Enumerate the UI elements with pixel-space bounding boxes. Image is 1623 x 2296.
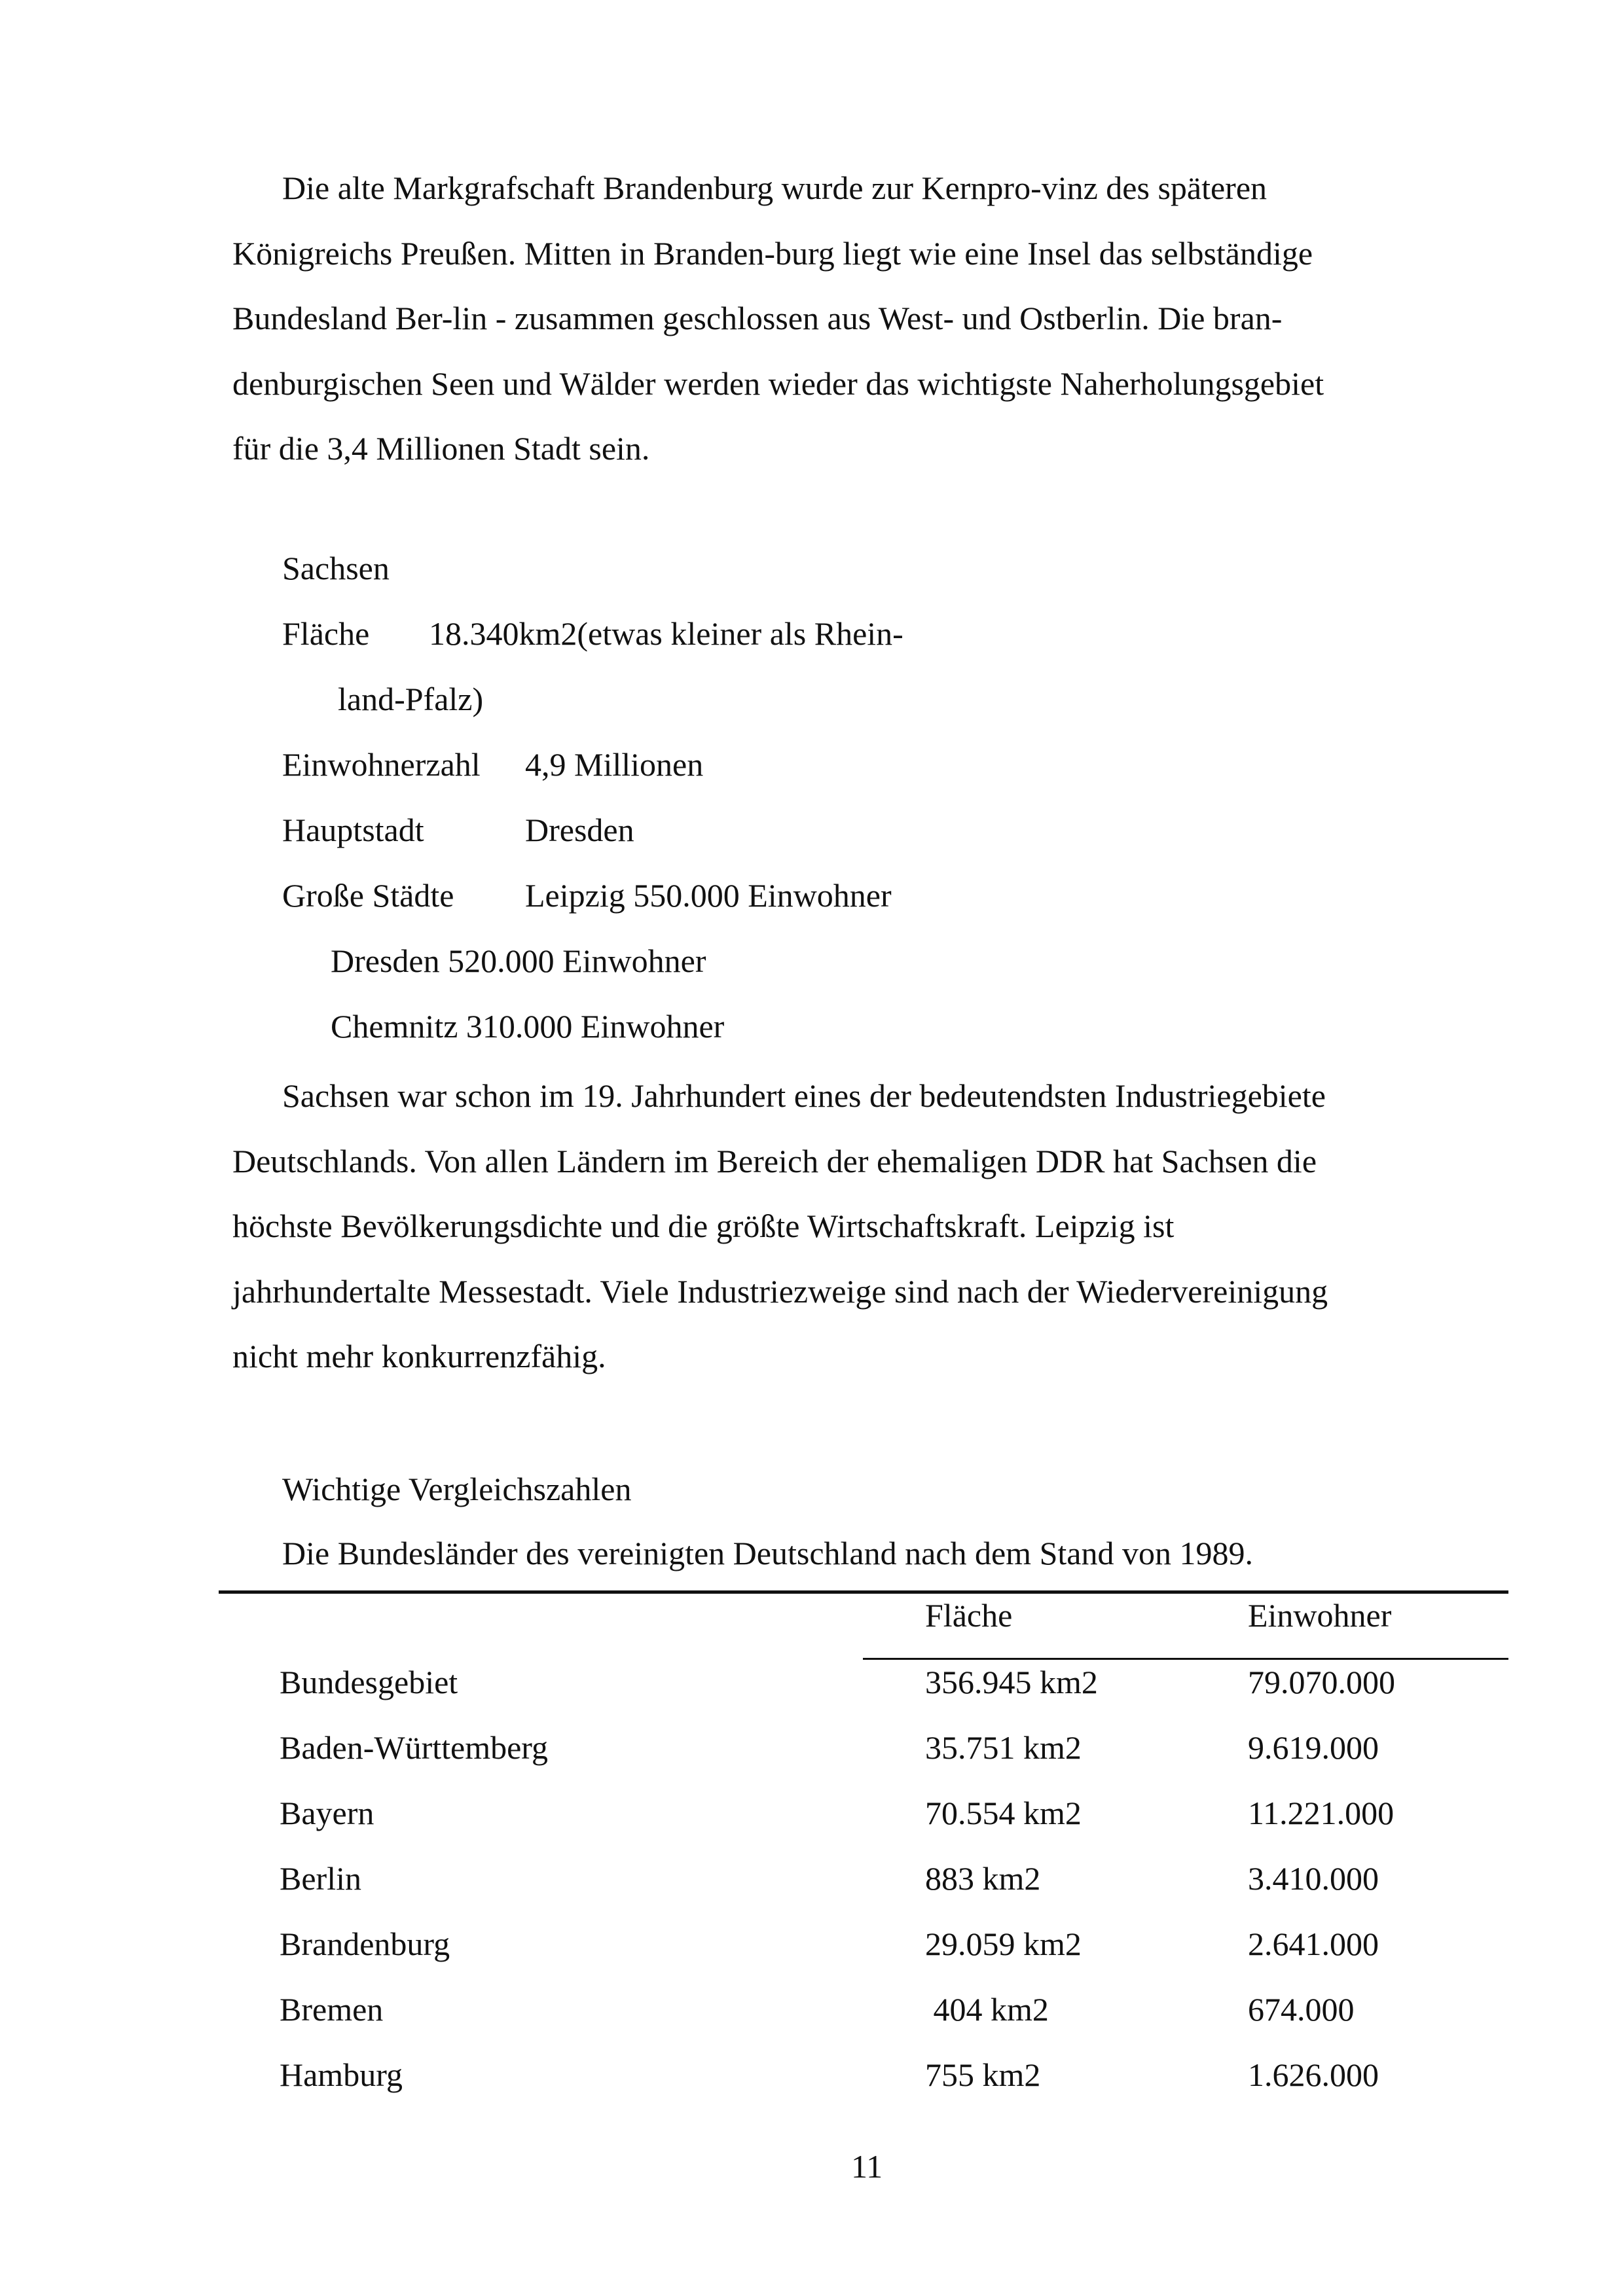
state-population: 79.070.000: [1248, 1664, 1395, 1700]
hauptstadt-value: Dresden: [525, 812, 634, 848]
flaeche-label: Fläche: [282, 615, 370, 652]
table-header-rule: [863, 1658, 1508, 1660]
state-name: Brandenburg: [280, 1926, 450, 1962]
stadt-entry: Leipzig 550.000 Einwohner: [525, 877, 892, 914]
stadt-entry: Dresden 520.000 Einwohner: [331, 942, 706, 979]
hauptstadt-label: Hauptstadt: [282, 812, 424, 848]
sachsen-heading: Sachsen: [282, 550, 390, 586]
state-name: Hamburg: [280, 2056, 403, 2093]
paragraph-line: denburgischen Seen und Wälder werden wieder das wichtigste Naherholungsgebiet: [232, 365, 1324, 402]
paragraph-line: Deutschlands. Von allen Ländern im Bereich der ehemaligen DDR hat Sachsen die: [232, 1142, 1317, 1179]
state-name: Bayern: [280, 1795, 374, 1831]
state-population: 3.410.000: [1248, 1860, 1379, 1897]
einwohner-value: 4,9 Millionen: [525, 746, 704, 783]
state-area: 35.751 km2: [925, 1729, 1082, 1766]
paragraph-line: Bundesland Ber-lin - zusammen geschlossen aus West- und Ostberlin. Die bran-: [232, 300, 1283, 336]
paragraph-line: Königreichs Preußen. Mitten in Branden-burg liegt wie eine Insel das selbständige: [232, 234, 1313, 272]
intro-paragraph: [232, 156, 1516, 482]
table-top-rule: [219, 1590, 1508, 1594]
state-name: Baden-Württemberg: [280, 1729, 549, 1766]
staedte-label: Große Städte: [282, 877, 454, 914]
vergleich-subheading: Die Bundesländer des vereinigten Deutschland nach dem Stand von 1989.: [282, 1535, 1253, 1571]
state-name: Bremen: [280, 1991, 384, 2028]
state-population: 674.000: [1248, 1991, 1355, 2028]
sachsen-paragraph: [232, 1064, 1516, 1390]
paragraph-line: höchste Bevölkerungsdichte und die größte Wirtschaftskraft. Leipzig ist: [232, 1208, 1175, 1244]
state-name: Bundesgebiet: [280, 1664, 458, 1700]
flaeche-continuation: land-Pfalz): [338, 681, 484, 717]
state-area: 755 km2: [925, 2056, 1041, 2093]
state-population: 2.641.000: [1248, 1926, 1379, 1962]
state-population: 1.626.000: [1248, 2056, 1379, 2093]
paragraph-line: jahrhundertalte Messestadt. Viele Industriezweige sind nach der Wiedervereinigung: [232, 1272, 1328, 1310]
flaeche-value: 18.340km2(etwas kleiner als Rhein-: [429, 615, 903, 652]
paragraph-line: für die 3,4 Millionen Stadt sein.: [232, 430, 650, 467]
paragraph-line: Sachsen war schon im 19. Jahrhundert eines der bedeutendsten Industriegebiete: [282, 1077, 1326, 1114]
paragraph-line: nicht mehr konkurrenzfähig.: [232, 1338, 606, 1374]
stadt-entry: Chemnitz 310.000 Einwohner: [331, 1008, 725, 1045]
vergleich-heading: Wichtige Vergleichszahlen: [282, 1471, 632, 1507]
einwohner-label: Einwohnerzahl: [282, 746, 481, 783]
state-population: 9.619.000: [1248, 1729, 1379, 1766]
state-area: 70.554 km2: [925, 1795, 1082, 1831]
state-name: Berlin: [280, 1860, 361, 1897]
header-einwohner: Einwohner: [1248, 1597, 1392, 1634]
page-number: 11: [851, 2148, 883, 2185]
state-area: 29.059 km2: [925, 1926, 1082, 1962]
state-area: 404 km2: [925, 1991, 1049, 2028]
state-area: 356.945 km2: [925, 1664, 1098, 1700]
header-flaeche: Fläche: [925, 1597, 1013, 1634]
state-population: 11.221.000: [1248, 1795, 1395, 1831]
paragraph-line: Die alte Markgrafschaft Brandenburg wurde zur Kernpro-vinz des späteren: [282, 170, 1267, 206]
state-area: 883 km2: [925, 1860, 1041, 1897]
